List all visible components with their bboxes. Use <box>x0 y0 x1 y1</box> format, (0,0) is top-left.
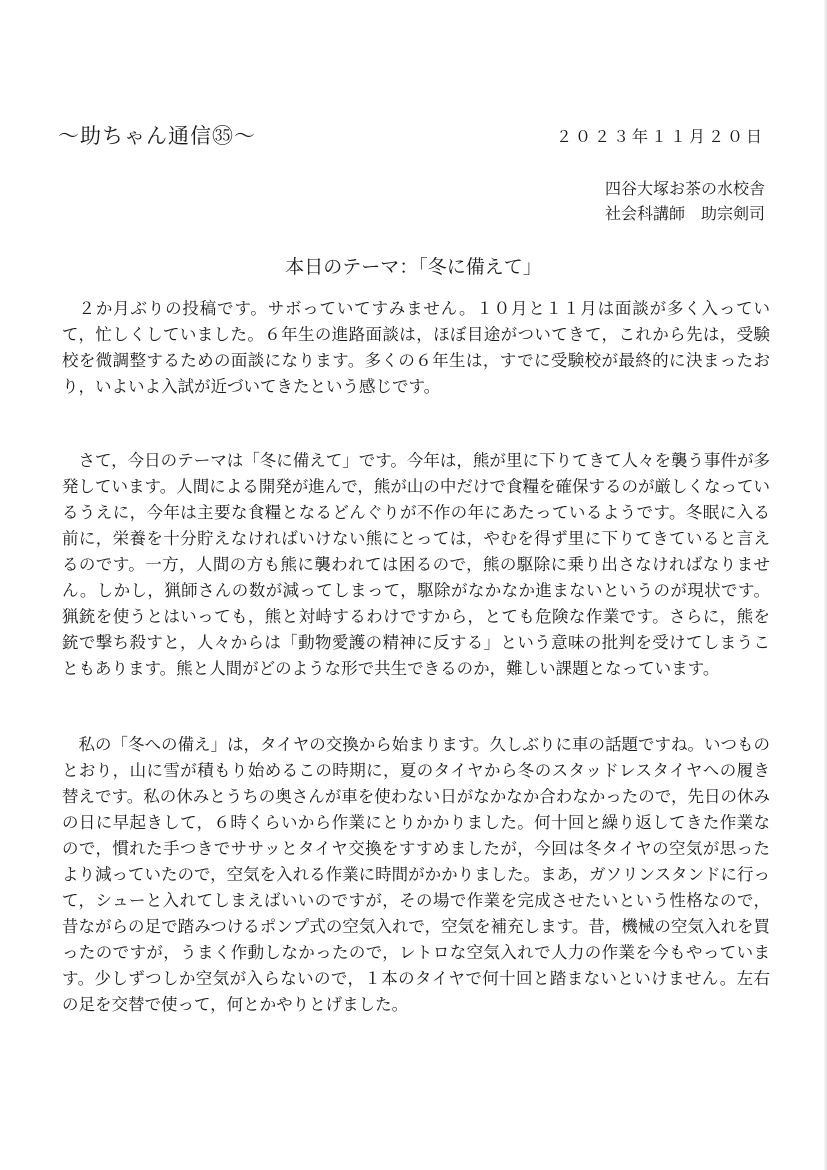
school-name: 四谷大塚お茶の水校舎 <box>604 179 765 198</box>
newsletter-date: ２０２３年１１月２０日 <box>555 127 765 146</box>
body-paragraph-2 <box>62 448 770 682</box>
theme-heading: 本日のテーマ：「冬に備えて」 <box>285 256 542 278</box>
body-paragraph-1 <box>62 296 770 400</box>
author-block <box>605 176 765 226</box>
paragraph-text: ２か月ぶりの投稿です。サボっていてすみません。１０月と１１月は面談が多く入っていて，忙しくしていました。６年生の進路面談は，ほぼ目途がついてきて，これから先は，受験校を微調整するための面談になります。多くの６年生は，すでに受験校が最終的に決まったおり，いよいよ入試が近づいてきたという感じです。 <box>62 299 770 396</box>
body-paragraph-3 <box>62 732 770 1018</box>
newsletter-title: 〜助ちゃん通信㉟〜 <box>58 124 256 148</box>
paragraph-text: さて，今日のテーマは「冬に備えて」です。今年は，熊が里に下りてきて人々を襲う事件が多発しています。人間による開発が進んで，熊が山の中だけで食糧を確保するのが厳しくなっているうえに，今年は主要な食糧となるどんぐりが不作の年にあたっているようです。冬眠に入る前に，栄養を十分貯えなければいけない熊にとっては，やむを得ず里に下りてきていると言えるのです。一方，人間の方も熊に襲われては困るので，熊の駆除に乗り出さなければなりません。しかし，猟師さんの数が減ってしまって，駆除がなかなか進まないというのが現状です。猟銃を使うとはいっても，熊と対峙するわけですから，とても危険な作業です。さらに，熊を銃で撃ち殺すと，人々からは「動物愛護の精神に反する」という意味の批判を受けてしまうこともあります。熊と人間がどのような形で共生できるのか，難しい課題となっています。 <box>62 451 770 678</box>
author-role-name: 社会科講師 助宗剣司 <box>604 204 765 223</box>
paragraph-text: 私の「冬への備え」は，タイヤの交換から始まります。久しぶりに車の話題ですね。いつものとおり，山に雪が積もり始めるこの時期に，夏のタイヤから冬のスタッドレスタイヤへの履き替えです。私の休みとうちの奥さんが車を使わない日がなかなか合わなかったので，先日の休みの日に早起きして，６時くらいから作業にとりかかりました。何十回と繰り返してきた作業なので，慣れた手つきでササッとタイヤ交換をすすめましたが，今回は冬タイヤの空気が思ったより減っていたので，空気を入れる作業に時間がかかりました。まあ，ガソリンスタンドに行って，シューと入れてしまえばいいのですが，その場で作業を完成させたいという性格なので，昔ながらの足で踏みつけるポンプ式の空気入れで，空気を補充します。昔，機械の空気入れを買ったのですが，うまく作動しなかったので，レトロな空気入れで人力の作業を今もやっています。少しずつしか空気が入らないので，１本のタイヤで何十回と踏まないといけません。左右の足を交替で使って，何とかやりとげました。 <box>62 735 771 1014</box>
